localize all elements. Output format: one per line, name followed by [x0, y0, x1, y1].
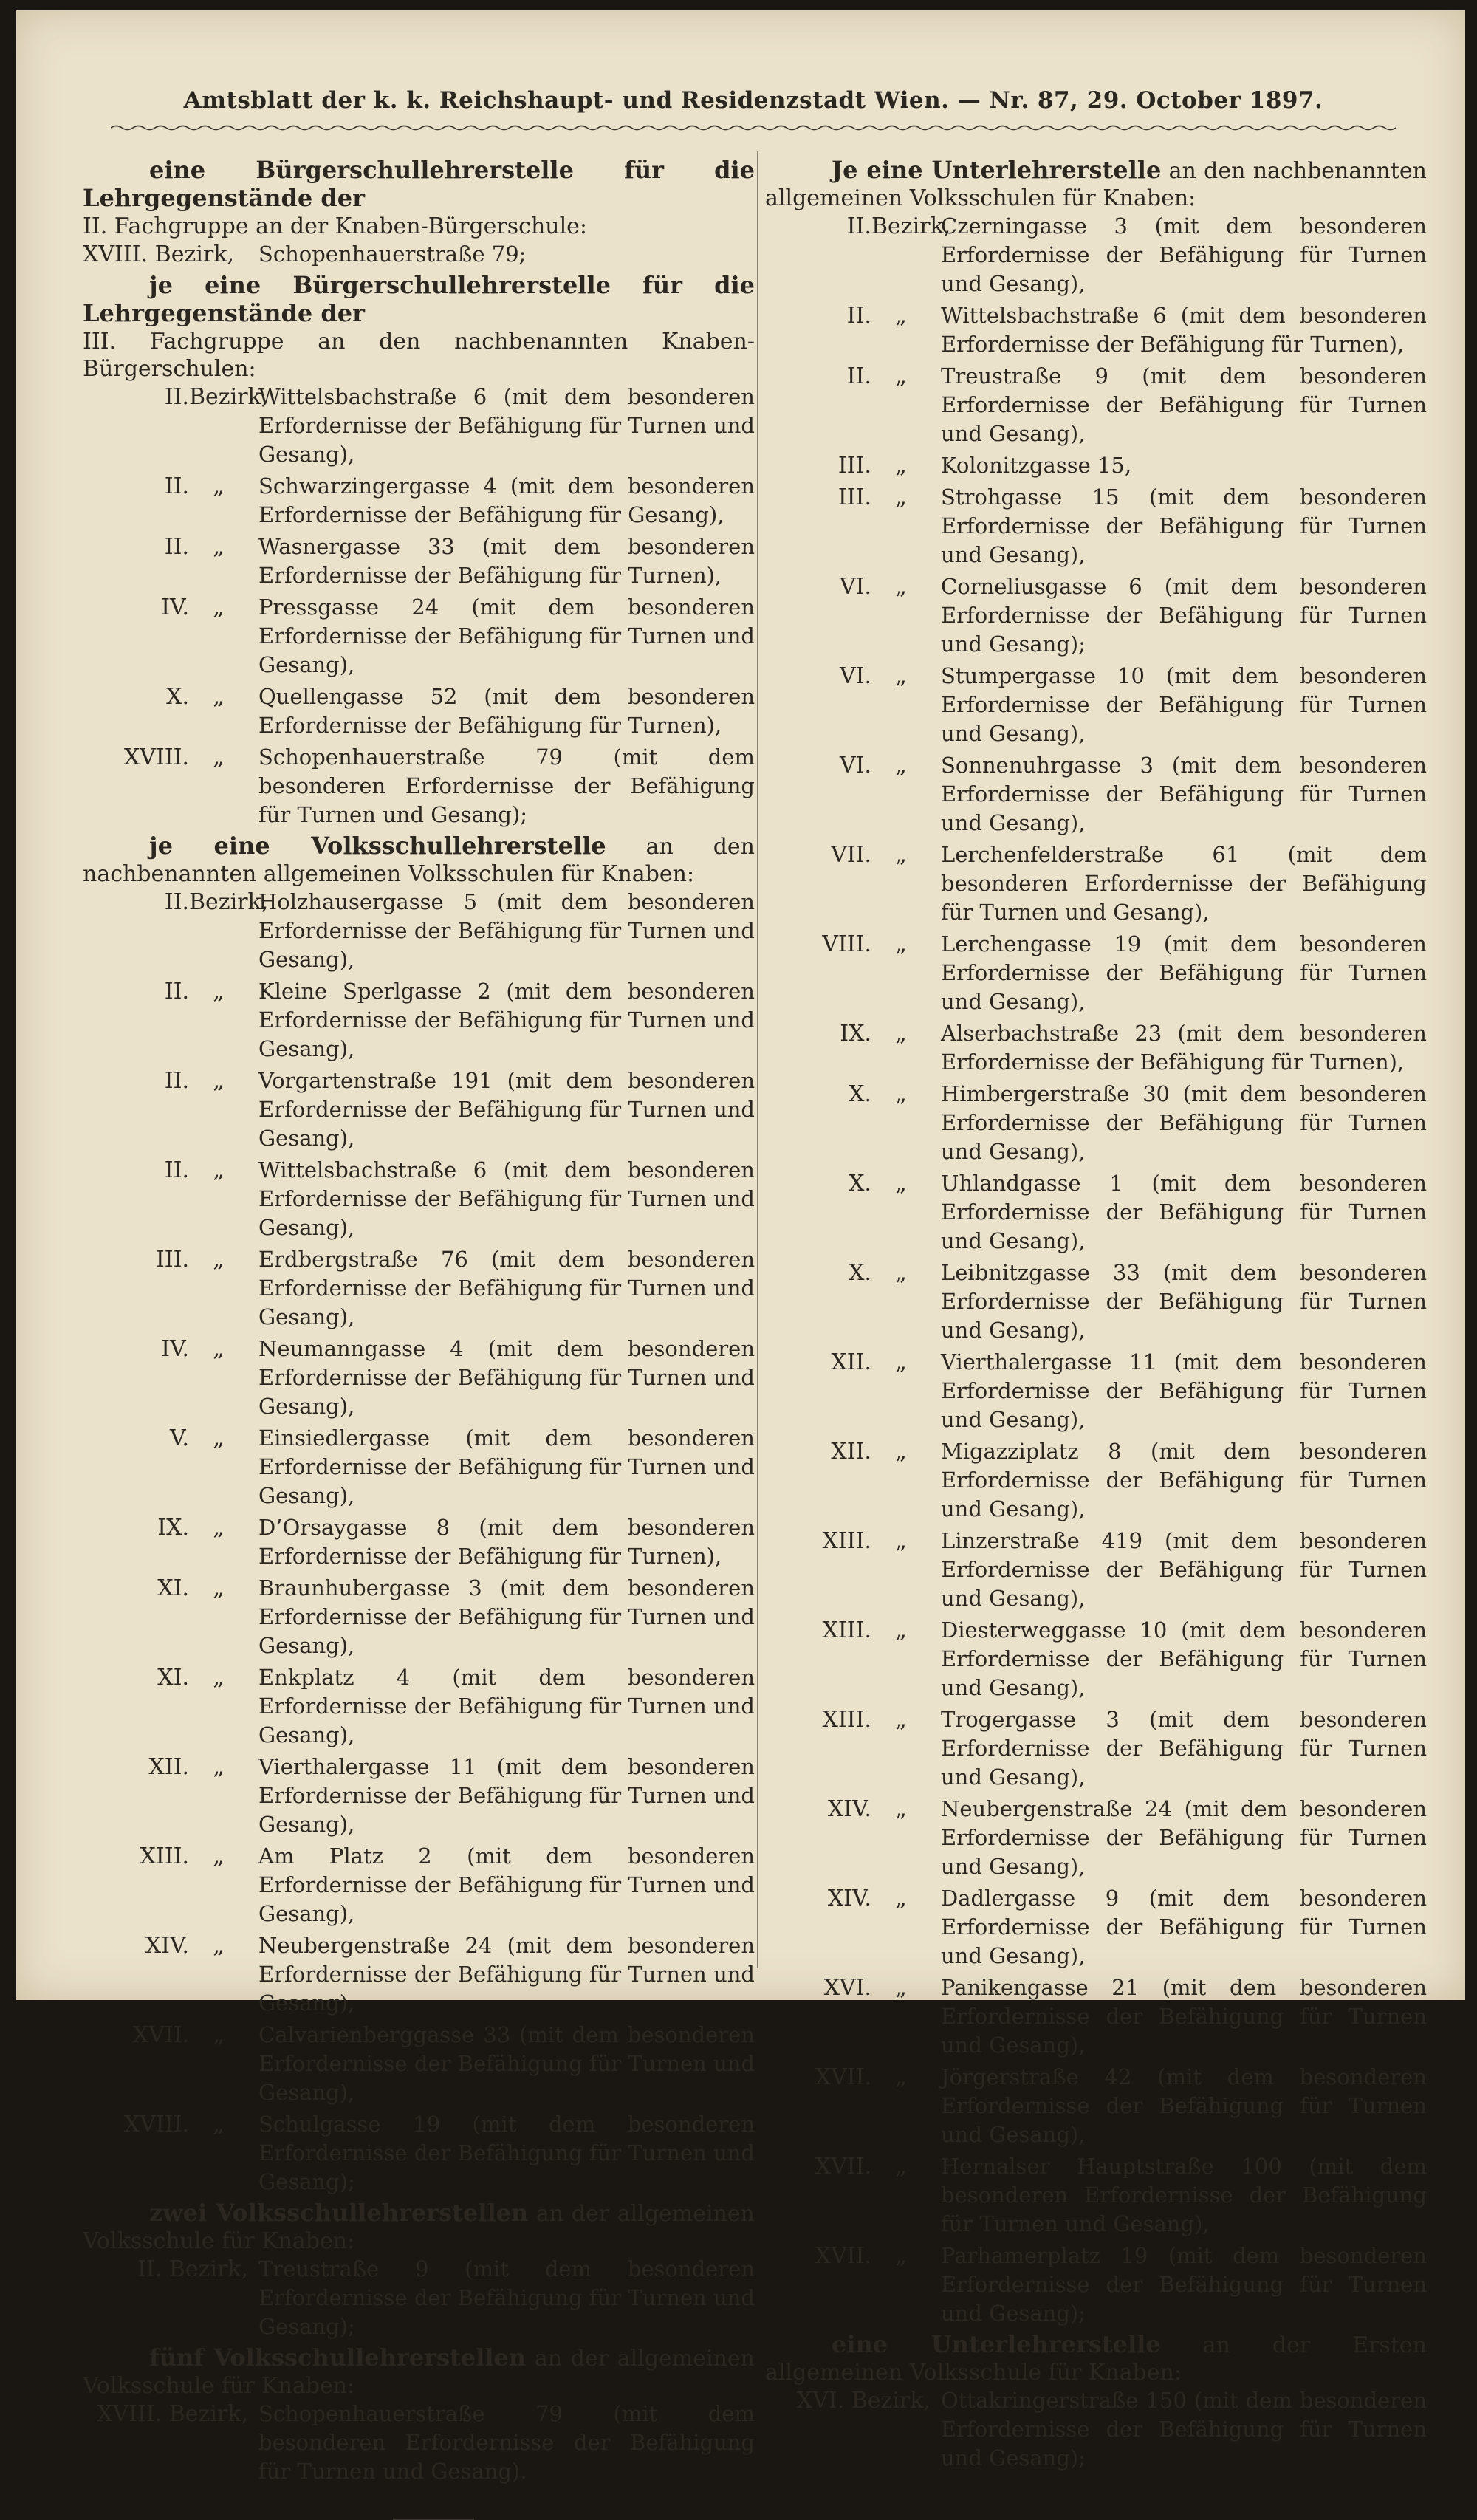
list-item — [83, 472, 755, 533]
ditto-mark: „ — [895, 931, 907, 957]
list-item — [83, 383, 755, 472]
list-item — [83, 1574, 755, 1663]
list-item — [765, 2152, 1427, 2242]
list-item — [765, 1973, 1427, 2063]
district-number: XVIII. — [123, 2112, 189, 2137]
section-heading-cont: II. Fachgruppe an der Knaben-Bürgerschule: — [83, 213, 588, 239]
district — [765, 1259, 941, 1287]
ditto-mark: „ — [895, 1796, 907, 1822]
ditto-mark: „ — [895, 303, 907, 329]
list-item — [765, 2063, 1427, 2152]
list-item — [83, 743, 755, 832]
district — [83, 743, 258, 772]
district — [83, 383, 269, 411]
school-list — [83, 888, 755, 2199]
district — [765, 1884, 941, 1913]
district-number: XIII. — [140, 1843, 189, 1869]
address: Vierthalergasse 11 (mit dem besonderen Erfordernisse der Befähigung für Turnen und Gesang), — [941, 1349, 1427, 1432]
address: Pressgasse 24 (mit dem besonderen Erfordernisse der Befähigung für Turnen und Gesang), — [258, 595, 755, 677]
district-number: XIII. — [822, 1707, 871, 1733]
heading-lead: je eine Bürgerschullehrerstelle für die Lehrgegenstände der — [83, 271, 755, 327]
address: Alserbachstraße 23 (mit dem besonderen Erfordernisse der Befähigung für Turnen), — [941, 1021, 1427, 1075]
district-number: X. — [166, 684, 189, 710]
district — [83, 533, 258, 561]
list-item — [765, 1884, 1427, 1973]
list-item — [83, 682, 755, 743]
district-number: II. — [164, 1068, 189, 1094]
address: Treustraße 9 (mit dem besonderen Erfordernisse der Befähigung für Turnen und Gesang), — [941, 363, 1427, 446]
district — [83, 2021, 258, 2050]
address: Vorgartenstraße 191 (mit dem besonderen Erfordernisse der Befähigung für Turnen und Gesang), — [258, 1068, 755, 1151]
district-number: XIII. — [822, 1528, 871, 1554]
address: Parhamerplatz 19 (mit dem besonderen Erfordernisse der Befähigung für Turnen und Gesang); — [941, 2243, 1427, 2326]
list-item — [765, 451, 1427, 483]
district — [83, 1574, 258, 1603]
ditto-mark: „ — [895, 485, 907, 510]
section-heading — [83, 2344, 755, 2400]
list-item — [83, 2255, 755, 2344]
list-item — [765, 212, 1427, 301]
list-item — [765, 930, 1427, 1019]
district-number: XVI. — [823, 1975, 871, 2001]
district — [765, 1973, 941, 2002]
address: Braunhubergasse 3 (mit dem besonderen Erfordernisse der Befähigung für Turnen und Gesang), — [258, 1575, 755, 1658]
ditto-mark: „ — [895, 1349, 907, 1375]
district-number: IX. — [157, 1515, 189, 1541]
ditto-mark: „ — [213, 1068, 225, 1094]
district — [83, 1753, 258, 1781]
district-number: IV. — [161, 595, 189, 620]
district-number: XVII. — [815, 2243, 871, 2269]
list-item — [765, 2242, 1427, 2331]
district-number: VII. — [831, 842, 871, 868]
address: Lerchenfelderstraße 61 (mit dem besonderen Erfordernisse der Befähigung für Turnen und Gesang), — [941, 842, 1427, 925]
ditto-mark: „ — [895, 2243, 907, 2269]
list-item — [83, 1335, 755, 1424]
address: Stumpergasse 10 (mit dem besonderen Erfordernisse der Befähigung für Turnen und Gesang), — [941, 663, 1427, 746]
ditto-mark: „ — [895, 1528, 907, 1554]
address: Linzerstraße 419 (mit dem besonderen Erfordernisse der Befähigung für Turnen und Gesang), — [941, 1528, 1427, 1611]
address: Neubergenstraße 24 (mit dem besonderen Erfordernisse der Befähigung für Turnen und Gesang), — [941, 1796, 1427, 1879]
ditto-mark: Bezirk, — [871, 213, 951, 239]
heading-lead: je eine Volksschullehrerstelle — [149, 832, 606, 860]
district — [83, 1156, 258, 1185]
ditto-mark: „ — [895, 2064, 907, 2090]
ditto-mark: Bezirk, — [189, 384, 269, 410]
section-heading — [83, 157, 755, 213]
ditto-mark: „ — [895, 2154, 907, 2180]
district-number: XIV. — [145, 1933, 189, 1959]
ditto-mark: „ — [213, 684, 225, 710]
section-heading — [765, 157, 1427, 212]
list-item — [83, 2021, 755, 2110]
district — [83, 1066, 258, 1095]
district — [765, 1705, 941, 1734]
list-item — [83, 1842, 755, 1931]
district — [765, 451, 941, 480]
district — [765, 572, 941, 601]
district — [83, 1424, 258, 1453]
district — [765, 1616, 941, 1645]
district — [765, 751, 941, 780]
address: Schopenhauerstraße 79 (mit dem besonderen Erfordernisse der Befähigung für Turnen und Gesang). — [258, 2401, 755, 2484]
ditto-mark: „ — [213, 1157, 225, 1183]
district — [83, 472, 258, 501]
district-number: II. — [164, 979, 189, 1004]
section-heading — [83, 2199, 755, 2255]
list-item — [765, 1019, 1427, 1080]
district-number: II. — [846, 213, 871, 239]
ditto-mark: „ — [895, 453, 907, 479]
ditto-mark: „ — [895, 1617, 907, 1643]
list-item — [765, 1795, 1427, 1884]
ditto-mark: „ — [895, 842, 907, 868]
address: Erdbergstraße 76 (mit dem besonderen Erfordernisse der Befähigung für Turnen und Gesang), — [258, 1247, 755, 1329]
district — [83, 1335, 258, 1363]
heading-lead: eine Unterlehrerstelle — [832, 2330, 1161, 2358]
district-number: XVII. — [132, 2022, 189, 2048]
address: Jörgerstraße 42 (mit dem besonderen Erfordernisse der Befähigung für Turnen und Gesang), — [941, 2064, 1427, 2147]
address: Neumanngasse 4 (mit dem besonderen Erfordernisse der Befähigung für Turnen und Gesang), — [258, 1336, 755, 1419]
list-item — [765, 1437, 1427, 1527]
ditto-mark: „ — [213, 1515, 225, 1541]
district — [83, 682, 258, 711]
address: Panikengasse 21 (mit dem besonderen Erfordernisse der Befähigung für Turnen und Gesang), — [941, 1975, 1427, 2058]
district — [83, 593, 258, 622]
address: Am Platz 2 (mit dem besonderen Erfordernisse der Befähigung für Turnen und Gesang), — [258, 1843, 755, 1926]
list-item — [765, 362, 1427, 451]
ditto-mark: „ — [895, 753, 907, 778]
ditto-mark: „ — [213, 1336, 225, 1362]
heading-lead: Je eine Unterlehrerstelle — [832, 156, 1162, 184]
district — [765, 1348, 941, 1377]
address: Schopenhauerstraße 79 (mit dem besonderen Erfordernisse der Befähigung für Turnen und Gesang); — [258, 744, 755, 827]
address: Strohgasse 15 (mit dem besonderen Erfordernisse der Befähigung für Turnen und Gesang), — [941, 485, 1427, 567]
address: Enkplatz 4 (mit dem besonderen Erfordernisse der Befähigung für Turnen und Gesang), — [258, 1665, 755, 1747]
district-number: II. — [164, 889, 189, 915]
district — [765, 483, 941, 512]
district — [83, 1842, 258, 1871]
district-number: II. — [846, 363, 871, 389]
list-item — [765, 1616, 1427, 1705]
district-number: XVII. — [815, 2154, 871, 2180]
district-number: II. — [164, 473, 189, 499]
address: Schopenhauerstraße 79; — [258, 242, 527, 267]
ditto-mark: „ — [895, 1260, 907, 1286]
list-item — [765, 572, 1427, 662]
list-item — [83, 2400, 755, 2489]
ditto-mark: „ — [213, 2112, 225, 2137]
district-number: III. — [837, 453, 871, 479]
heading-rest: an der allgemeinen Volksschule für Knaben: — [83, 2346, 755, 2399]
address: Leibnitzgasse 33 (mit dem besonderen Erfordernisse der Befähigung für Turnen und Gesang), — [941, 1260, 1427, 1343]
ditto-mark: „ — [213, 1247, 225, 1273]
district-number: XII. — [831, 1439, 871, 1465]
district-number: V. — [170, 1425, 189, 1451]
section-heading — [83, 272, 755, 328]
section-heading — [83, 832, 755, 888]
ditto-mark: „ — [213, 1665, 225, 1691]
district-number: VIII. — [822, 931, 871, 957]
district-number: VI. — [839, 574, 871, 600]
district — [765, 1169, 941, 1198]
column-divider — [757, 151, 758, 1968]
ditto-mark: „ — [213, 1425, 225, 1451]
address: Kleine Sperlgasse 2 (mit dem besonderen Erfordernisse der Befähigung für Turnen und Gesang), — [258, 979, 755, 1061]
district-number: III. — [155, 1247, 189, 1273]
list-item — [765, 1259, 1427, 1348]
address: Hernalser Hauptstraße 100 (mit dem besonderen Erfordernisse der Befähigung für Turnen und Gesang), — [941, 2154, 1427, 2236]
list-item — [765, 1080, 1427, 1169]
district — [765, 930, 941, 959]
district — [765, 362, 941, 391]
district — [83, 1663, 258, 1692]
address: Dadlergasse 9 (mit dem besonderen Erfordernisse der Befähigung für Turnen und Gesang), — [941, 1886, 1427, 1968]
section-heading — [765, 2331, 1427, 2386]
address: Sonnenuhrgasse 3 (mit dem besonderen Erfordernisse der Befähigung für Turnen und Gesang), — [941, 753, 1427, 835]
address: Wasnergasse 33 (mit dem besonderen Erfordernisse der Befähigung für Turnen), — [258, 534, 755, 588]
school-list — [83, 383, 755, 832]
address: Einsiedlergasse (mit dem besonderen Erfordernisse der Befähigung für Turnen und Gesang), — [258, 1425, 755, 1508]
district-number: XIV. — [827, 1886, 871, 1911]
district: XVI. Bezirk, — [796, 2388, 931, 2414]
district: XVIII. Bezirk, — [83, 242, 234, 267]
list-item — [765, 1348, 1427, 1437]
list-item — [83, 1156, 755, 1245]
district — [765, 1527, 941, 1555]
district-number: XVIII. — [123, 744, 189, 770]
ditto-mark: „ — [895, 363, 907, 389]
district-number: XI. — [157, 1575, 189, 1601]
address: Migazziplatz 8 (mit dem besonderen Erfordernisse der Befähigung für Turnen und Gesang), — [941, 1439, 1427, 1521]
district-number: XIII. — [822, 1617, 871, 1643]
heading-rest: an den nachbenannten allgemeinen Volksschulen für Knaben: — [765, 158, 1428, 211]
heading-lead: eine Bürgerschullehrerstelle für die Lehrgegenstände der — [83, 156, 755, 212]
address: Holzhausergasse 5 (mit dem besonderen Erfordernisse der Befähigung für Turnen und Gesang), — [258, 889, 755, 972]
left-column — [83, 157, 755, 2520]
list-item — [765, 662, 1427, 751]
heading-rest: an den nachbenannten allgemeinen Volksschulen für Knaben: — [83, 834, 755, 887]
list-item — [765, 483, 1427, 572]
ditto-mark: „ — [213, 1575, 225, 1601]
heading-lead: zwei Volksschullehrerstellen — [149, 2199, 529, 2227]
wavy-rule — [111, 124, 1396, 131]
address: Lerchengasse 19 (mit dem besonderen Erfordernisse der Befähigung für Turnen und Gesang), — [941, 931, 1427, 1014]
district-number: II. — [846, 303, 871, 329]
list-item — [83, 1753, 755, 1842]
district — [765, 212, 951, 241]
district-number: X. — [849, 1171, 871, 1196]
address: Ottakringerstraße 150 (mit dem besonderen Erfordernisse der Befähigung für Turnen und Gesang); — [941, 2388, 1427, 2471]
ditto-mark: „ — [895, 1975, 907, 2001]
address: Wittelsbachstraße 6 (mit dem besonderen Erfordernisse der Befähigung für Turnen und Gesang), — [258, 384, 755, 467]
district-number: XI. — [157, 1665, 189, 1691]
list-item — [83, 593, 755, 682]
list-item — [83, 1513, 755, 1574]
list-item — [765, 1169, 1427, 1259]
ditto-mark: „ — [213, 1754, 225, 1780]
ditto-mark: „ — [213, 1843, 225, 1869]
ditto-mark: „ — [213, 979, 225, 1004]
district — [765, 662, 941, 691]
district — [765, 1795, 941, 1824]
list-item — [765, 840, 1427, 930]
address: Kolonitzgasse 15, — [941, 453, 1132, 478]
district-number: III. — [837, 485, 871, 510]
district-number: VI. — [839, 663, 871, 689]
address: D’Orsaygasse 8 (mit dem besonderen Erfordernisse der Befähigung für Turnen), — [258, 1515, 755, 1569]
list-item — [83, 1424, 755, 1513]
district — [83, 1245, 258, 1274]
ditto-mark: „ — [895, 1707, 907, 1733]
running-head: Amtsblatt der k. k. Reichshaupt- und Residenzstadt Wien. — Nr. 87, 29. October 1897. — [183, 87, 1323, 114]
district — [83, 2110, 258, 2139]
ditto-mark: „ — [895, 1886, 907, 1911]
district-number: IX. — [840, 1021, 871, 1047]
list-item — [83, 977, 755, 1066]
district-number: XII. — [148, 1754, 189, 1780]
address: Uhlandgasse 1 (mit dem besonderen Erfordernisse der Befähigung für Turnen und Gesang), — [941, 1171, 1427, 1253]
district-number: XIV. — [827, 1796, 871, 1822]
ditto-mark: „ — [895, 1081, 907, 1107]
list-item — [83, 1663, 755, 1753]
list-item — [83, 1245, 755, 1335]
address: Trogergasse 3 (mit dem besonderen Erfordernisse der Befähigung für Turnen und Gesang), — [941, 1707, 1427, 1790]
district — [83, 1513, 258, 1542]
address: Quellengasse 52 (mit dem besonderen Erfordernisse der Befähigung für Turnen), — [258, 684, 755, 738]
right-column — [765, 157, 1427, 2476]
district — [83, 977, 258, 1006]
section-heading-cont: III. Fachgruppe an den nachbenannten Knaben-Bürgerschulen: — [83, 329, 755, 382]
address: Schulgasse 19 (mit dem besonderen Erfordernisse der Befähigung für Turnen und Gesang); — [258, 2112, 755, 2194]
district-number: II. — [164, 534, 189, 560]
heading-rest: an der allgemeinen Volksschule für Knaben: — [83, 2201, 755, 2254]
district-number: VI. — [839, 753, 871, 778]
district: II. Bezirk, — [137, 2256, 248, 2282]
district — [765, 1080, 941, 1109]
heading-rest: an der Ersten allgemeinen Volksschule für Knaben: — [765, 2332, 1427, 2386]
list-item — [765, 751, 1427, 840]
address: Wittelsbachstraße 6 (mit dem besonderen Erfordernisse der Befähigung für Turnen und Gesang), — [258, 1157, 755, 1240]
district — [765, 1019, 941, 1048]
ditto-mark: „ — [895, 1171, 907, 1196]
ditto-mark: „ — [895, 663, 907, 689]
district — [765, 2063, 941, 2092]
address: Himbergerstraße 30 (mit dem besonderen Erfordernisse der Befähigung für Turnen und Gesang), — [941, 1081, 1427, 1164]
address: Calvarienberggasse 33 (mit dem besonderen Erfordernisse der Befähigung für Turnen und Gesang), — [258, 2022, 755, 2105]
list-item — [765, 2386, 1427, 2476]
district-number: II. — [164, 384, 189, 410]
list-item — [83, 533, 755, 593]
ditto-mark: „ — [213, 2022, 225, 2048]
ditto-mark: „ — [213, 534, 225, 560]
list-item — [765, 301, 1427, 362]
address: Schwarzingergasse 4 (mit dem besonderen Erfordernisse der Befähigung für Gesang), — [258, 473, 755, 527]
ditto-mark: „ — [213, 595, 225, 620]
district-number: II. — [164, 1157, 189, 1183]
ditto-mark: Bezirk, — [189, 889, 269, 915]
ditto-mark: „ — [213, 473, 225, 499]
district-number: X. — [849, 1081, 871, 1107]
list-item — [765, 1527, 1427, 1616]
school-list — [765, 212, 1427, 2331]
district — [765, 840, 941, 869]
heading-lead: fünf Volksschullehrerstellen — [149, 2343, 527, 2372]
ditto-mark: „ — [213, 744, 225, 770]
address: Czerningasse 3 (mit dem besonderen Erfordernisse der Befähigung für Turnen und Gesang), — [941, 213, 1427, 296]
address: Treustraße 9 (mit dem besonderen Erfordernisse der Befähigung für Turnen und Gesang); — [258, 2256, 755, 2339]
ditto-mark: „ — [213, 1933, 225, 1959]
district — [83, 1931, 258, 1960]
district — [765, 2152, 941, 2181]
district-number: X. — [849, 1260, 871, 1286]
district-number: XVII. — [815, 2064, 871, 2090]
ditto-mark: „ — [895, 574, 907, 600]
district — [765, 2242, 941, 2270]
list-item — [83, 2110, 755, 2199]
address: Neubergenstraße 24 (mit dem besonderen Erfordernisse der Befähigung für Turnen und Gesang), — [258, 1933, 755, 2016]
district-number: IV. — [161, 1336, 189, 1362]
district — [83, 888, 269, 917]
ditto-mark: „ — [895, 1021, 907, 1047]
list-item — [83, 240, 755, 272]
district: XVIII. Bezirk, — [97, 2401, 248, 2427]
list-item — [765, 1705, 1427, 1795]
address: Vierthalergasse 11 (mit dem besonderen Erfordernisse der Befähigung für Turnen und Gesang), — [258, 1754, 755, 1837]
district-number: XII. — [831, 1349, 871, 1375]
address: Diesterweggasse 10 (mit dem besonderen Erfordernisse der Befähigung für Turnen und Gesang), — [941, 1617, 1427, 1700]
list-item — [83, 1066, 755, 1156]
district — [765, 1437, 941, 1466]
list-item — [83, 888, 755, 977]
address: Corneliusgasse 6 (mit dem besonderen Erfordernisse der Befähigung für Turnen und Gesang); — [941, 574, 1427, 657]
address: Wittelsbachstraße 6 (mit dem besonderen Erfordernisse der Befähigung für Turnen), — [941, 303, 1427, 357]
ditto-mark: „ — [895, 1439, 907, 1465]
district — [765, 301, 941, 330]
